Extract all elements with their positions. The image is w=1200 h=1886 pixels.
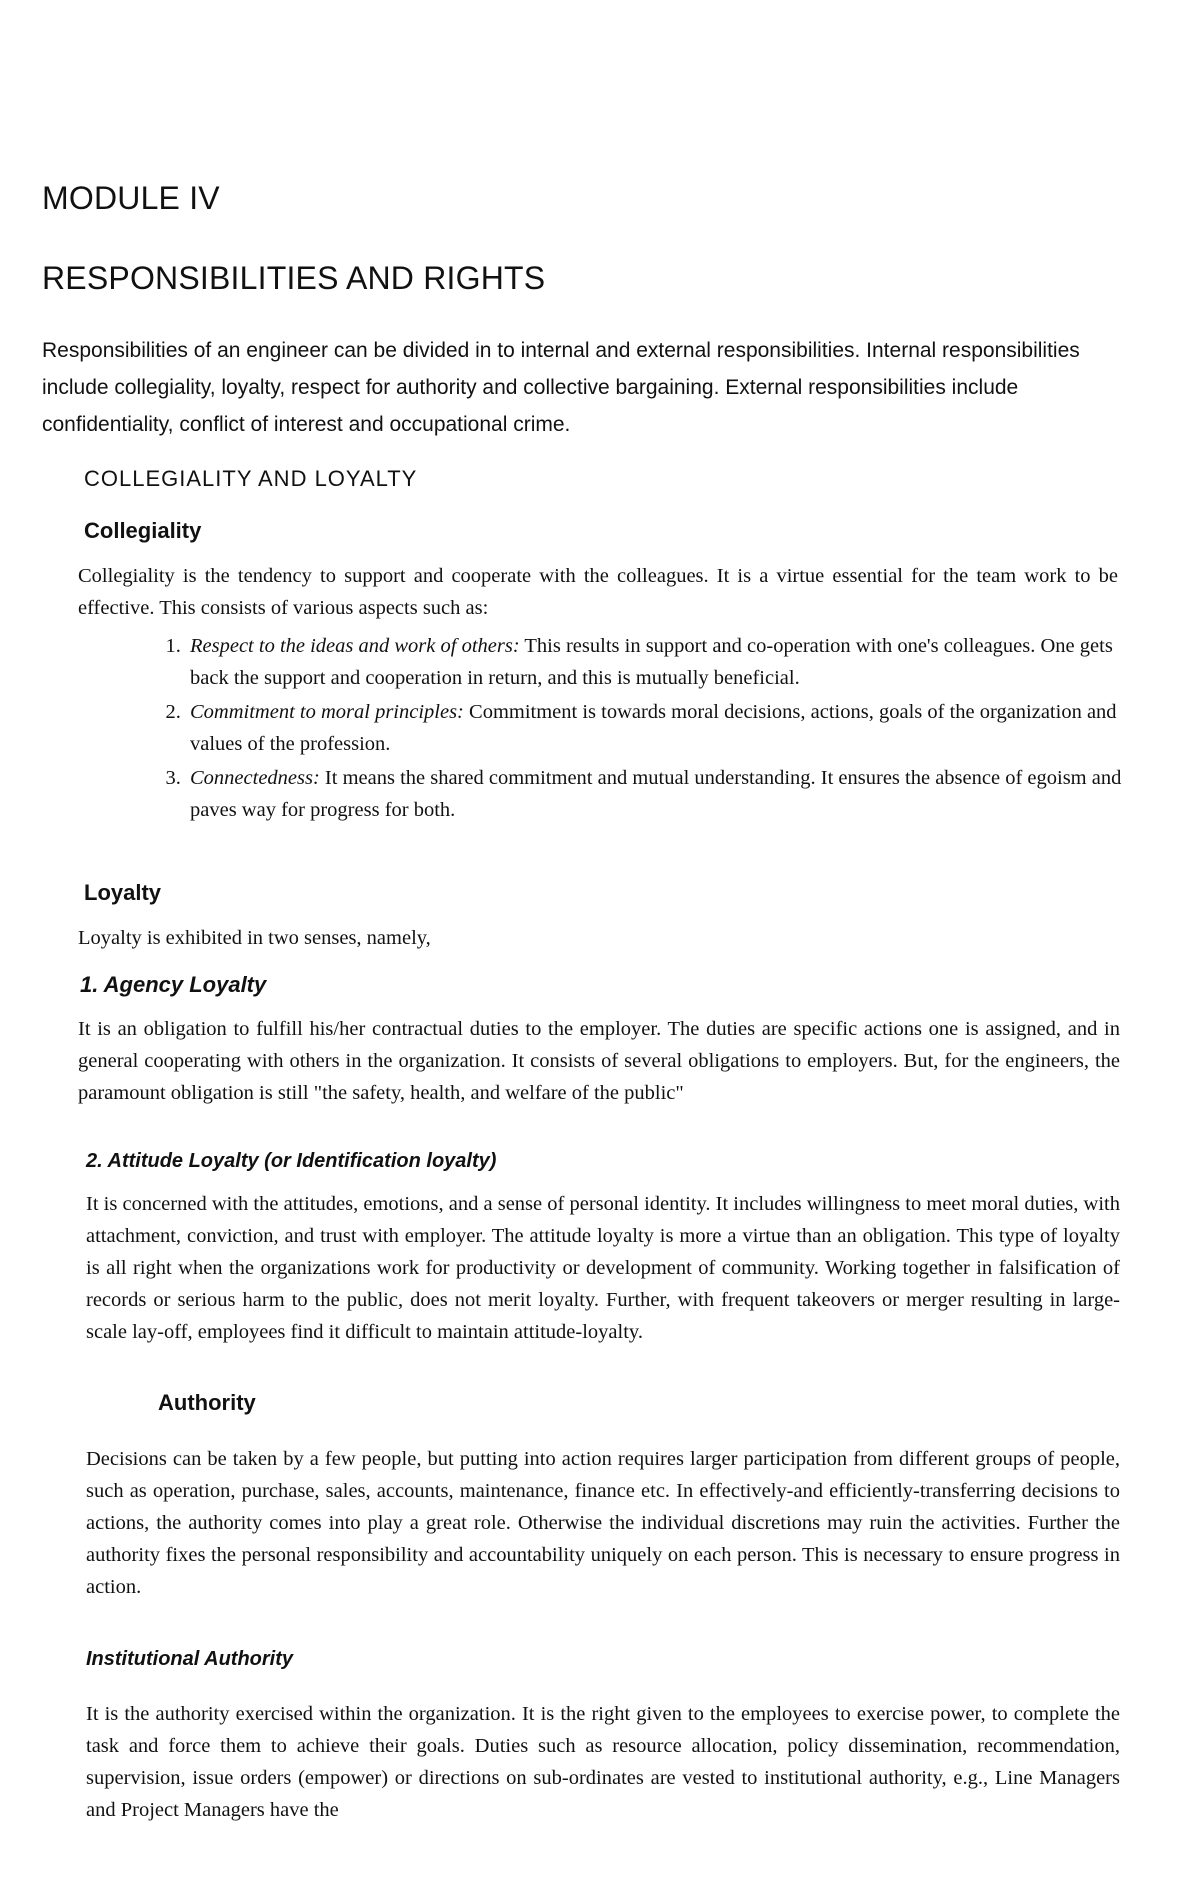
aspect-description: Commitment is towards moral decisions, actions, goals of the organization and values of the profession. (190, 701, 1117, 755)
collegiality-loyalty-heading: COLLEGIALITY AND LOYALTY (84, 466, 418, 491)
list-item (186, 630, 1146, 694)
list-item (186, 696, 1146, 760)
aspect-term: Respect to the ideas and work of others: (190, 635, 520, 657)
section-title: RESPONSIBILITIES AND RIGHTS (42, 260, 546, 296)
institutional-authority-heading: Institutional Authority (86, 1648, 294, 1670)
agency-loyalty-heading: 1. Agency Loyalty (80, 972, 267, 997)
collegiality-aspects-list (140, 630, 1146, 828)
aspect-description: This results in support and co-operation with one's colleagues. One gets back the support and cooperation in return, and this is mutually beneficial. (190, 635, 1113, 689)
attitude-loyalty-heading: 2. Attitude Loyalty (or Identification loyalty) (86, 1150, 497, 1172)
list-item (186, 762, 1146, 826)
aspect-description: It means the shared commitment and mutual understanding. It ensures the absence of egoism and paves way for progress for both. (190, 767, 1122, 821)
attitude-loyalty-paragraph: It is concerned with the attitudes, emotions, and a sense of personal identity. It includes willingness to meet moral duties, with attachment, conviction, and trust with employer. The attitude loyalty is more a virtue than an obligation. This type of loyalty is all right when the organizations work for productivity or development of community. Working together in falsification of records or serious harm to the public, does not merit loyalty. Further, with frequent takeovers or merger resulting in large-scale lay-off, employees find it difficult to maintain attitude-loyalty. (86, 1193, 1120, 1343)
institutional-authority-paragraph: It is the authority exercised within the organization. It is the right given to the employees to exercise power, to complete the task and force them to achieve their goals. Duties such as resource allocation, policy dissemination, recommendation, supervision, issue orders (empower) or directions on sub-ordinates are vested to institutional authority, e.g., Line Managers and Project Managers have the (86, 1703, 1120, 1821)
aspect-term: Connectedness: (190, 767, 320, 789)
module-title: MODULE IV (42, 180, 220, 216)
collegiality-heading: Collegiality (84, 518, 202, 543)
collegiality-paragraph: Collegiality is the tendency to support and cooperate with the colleagues. It is a virtue essential for the team work to be effective. This consists of various aspects such as: (78, 565, 1118, 619)
authority-heading: Authority (158, 1390, 256, 1415)
authority-paragraph: Decisions can be taken by a few people, but putting into action requires larger participation from different groups of people, such as operation, purchase, sales, accounts, maintenance, finance etc. In effectively-and efficiently-transferring decisions to actions, the authority comes into play a great role. Otherwise the individual discretions may ruin the activities. Further the authority fixes the personal responsibility and accountability uniquely on each person. This is necessary to ensure progress in action. (86, 1448, 1120, 1598)
loyalty-paragraph: Loyalty is exhibited in two senses, namely, (78, 927, 431, 949)
aspect-term: Commitment to moral principles: (190, 701, 464, 723)
agency-loyalty-paragraph: It is an obligation to fulfill his/her contractual duties to the employer. The duties are specific actions one is assigned, and in general cooperating with others in the organization. It consists of several obligations to employers. But, for the engineers, the paramount obligation is still "the safety, health, and welfare of the public" (78, 1018, 1120, 1104)
loyalty-heading: Loyalty (84, 880, 162, 905)
intro-paragraph: Responsibilities of an engineer can be divided in to internal and external responsibilities. Internal responsibilities include collegiality, loyalty, respect for authority and collective bargaining. External responsibilities include confidentiality, conflict of interest and occupational crime. (42, 339, 1080, 436)
